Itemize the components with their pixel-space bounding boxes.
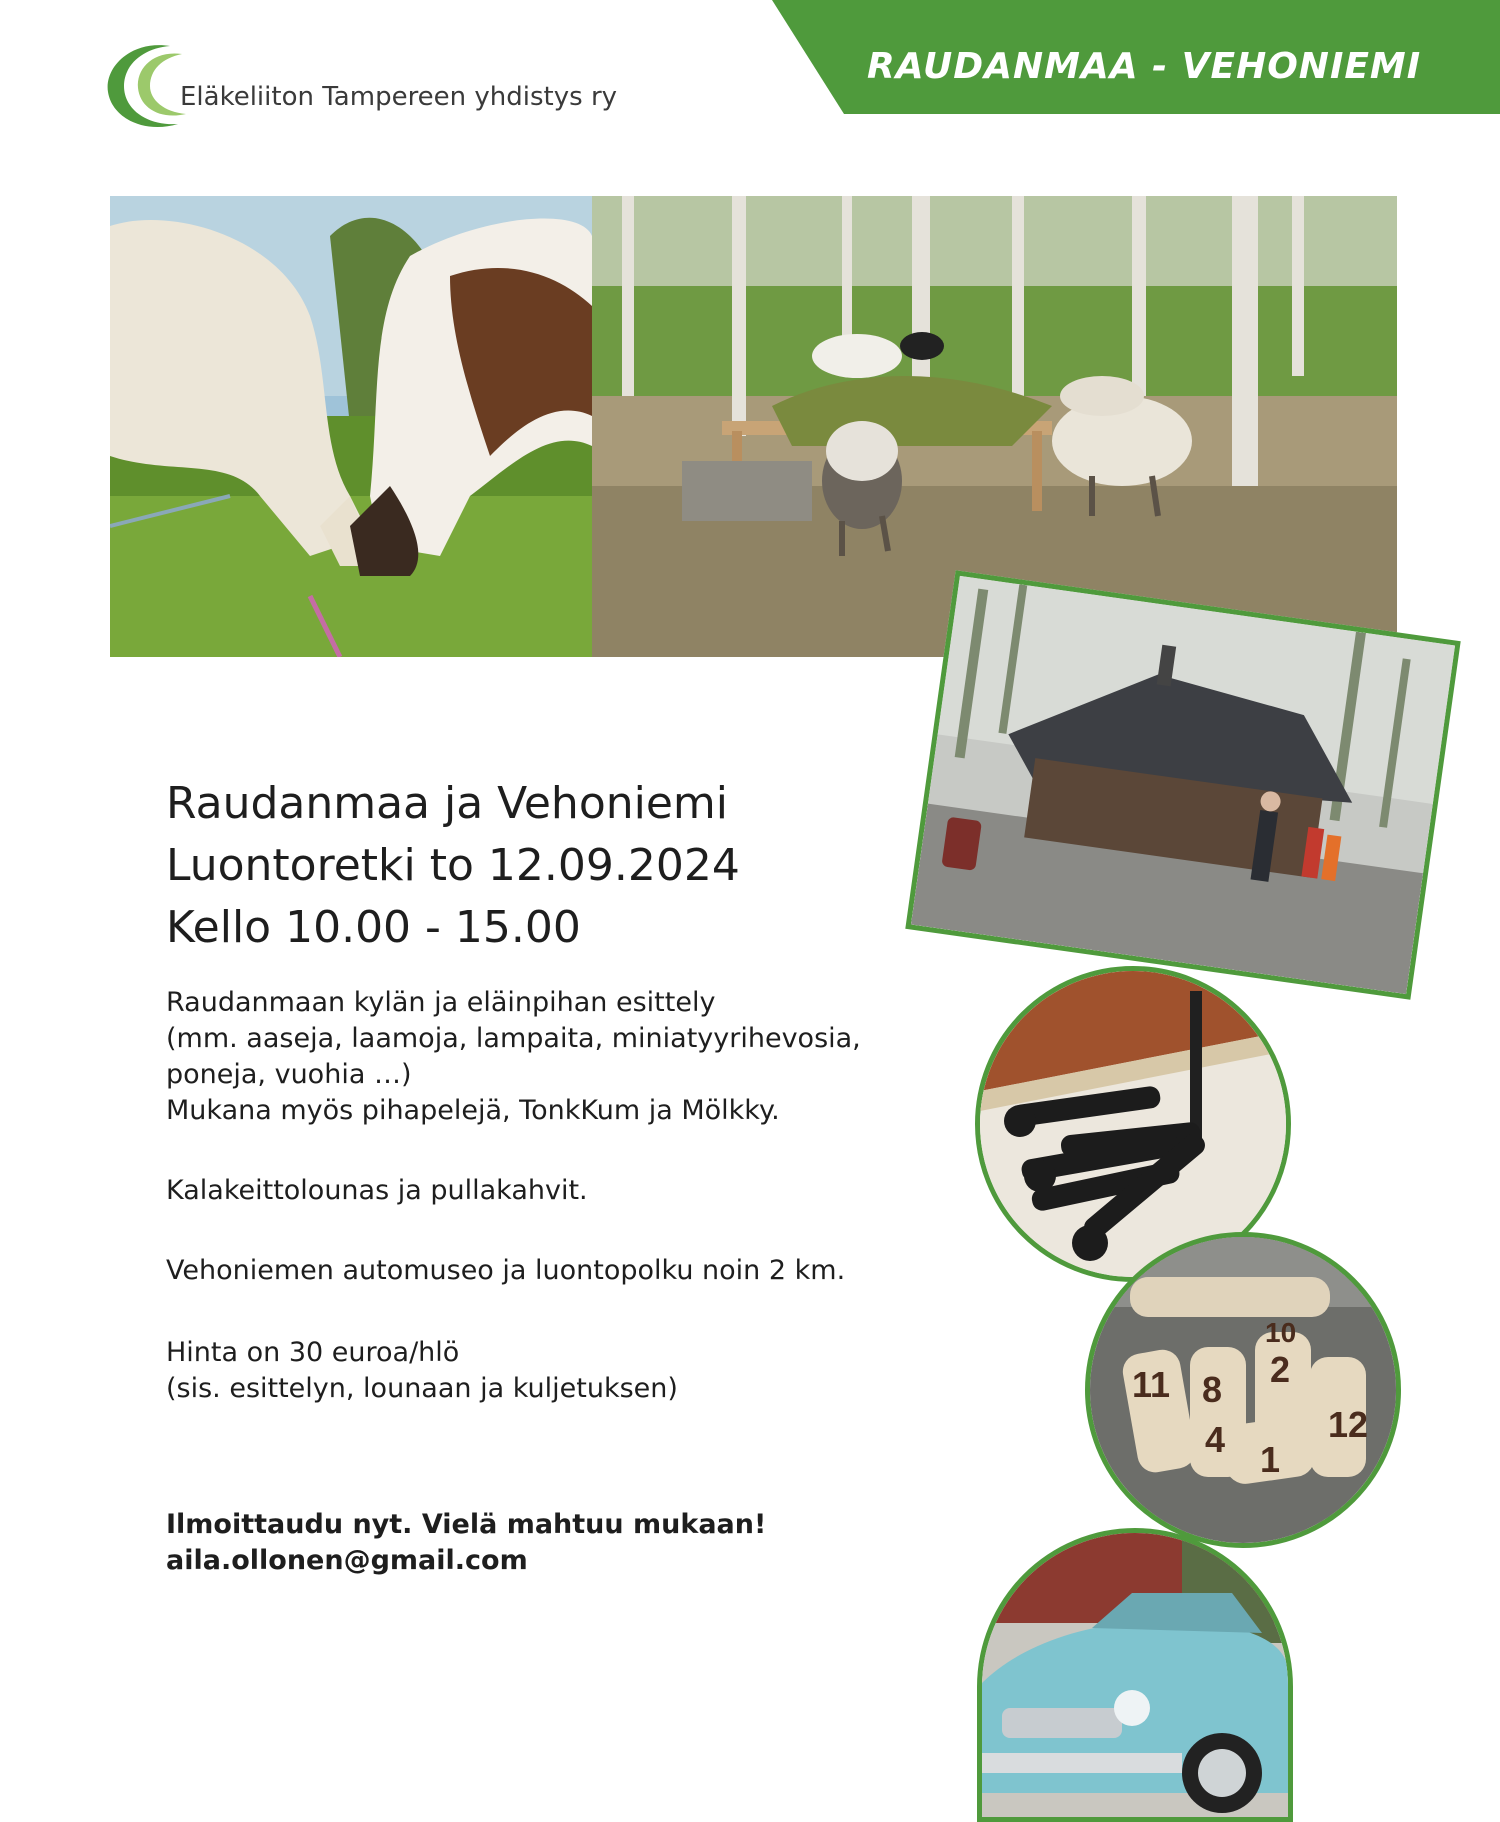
price-note: (sis. esittelyn, lounaan ja kuljetuksen) (166, 1373, 678, 1404)
contact-email[interactable]: aila.ollonen@gmail.com (166, 1545, 528, 1576)
details-line: (mm. aaseja, laamoja, lampaita, miniatyyrihevosia, (166, 1023, 861, 1054)
details-line: Mukana myös pihapelejä, TonkKum ja Mölkky. (166, 1095, 780, 1126)
horse-photo (110, 196, 592, 657)
molkky-pin-number: 11 (1132, 1364, 1171, 1405)
museum-info: Vehoniemen automuseo ja luontopolku noin 2 km. (166, 1255, 846, 1286)
details-line: poneja, vuohia …) (166, 1059, 412, 1090)
details-line: Raudanmaan kylän ja eläinpihan esittely (166, 987, 716, 1018)
lunch-info: Kalakeittolounas ja pullakahvit. (166, 1175, 588, 1206)
molkky-pin-number: 12 (1328, 1404, 1369, 1445)
header-banner (772, 0, 1500, 114)
hut-photo (905, 570, 1460, 999)
price-info: Hinta on 30 euroa/hlö (166, 1337, 460, 1368)
signup-call-to-action: Ilmoittaudu nyt. Vielä mahtuu mukaan! (166, 1509, 767, 1540)
molkky-pin-number: 10 (1265, 1317, 1297, 1348)
event-time: Kello 10.00 - 15.00 (166, 902, 581, 953)
organization-name: Eläkeliiton Tampereen yhdistys ry (180, 82, 618, 112)
molkky-photo (1085, 1232, 1401, 1548)
event-date: Luontoretki to 12.09.2024 (166, 840, 740, 891)
event-title: Raudanmaa ja Vehoniemi (166, 778, 729, 829)
event-heading (166, 773, 740, 959)
header-title: RAUDANMAA - VEHONIEMI (867, 46, 1422, 87)
molkky-pin-number: 2 (1270, 1349, 1291, 1390)
organization-logo (100, 40, 620, 130)
molkky-pin-number: 8 (1202, 1369, 1223, 1410)
vintage-car-photo (977, 1528, 1293, 1822)
molkky-pin-number: 1 (1260, 1439, 1281, 1480)
event-details (166, 985, 861, 1579)
molkky-pin-number: 4 (1205, 1419, 1226, 1460)
